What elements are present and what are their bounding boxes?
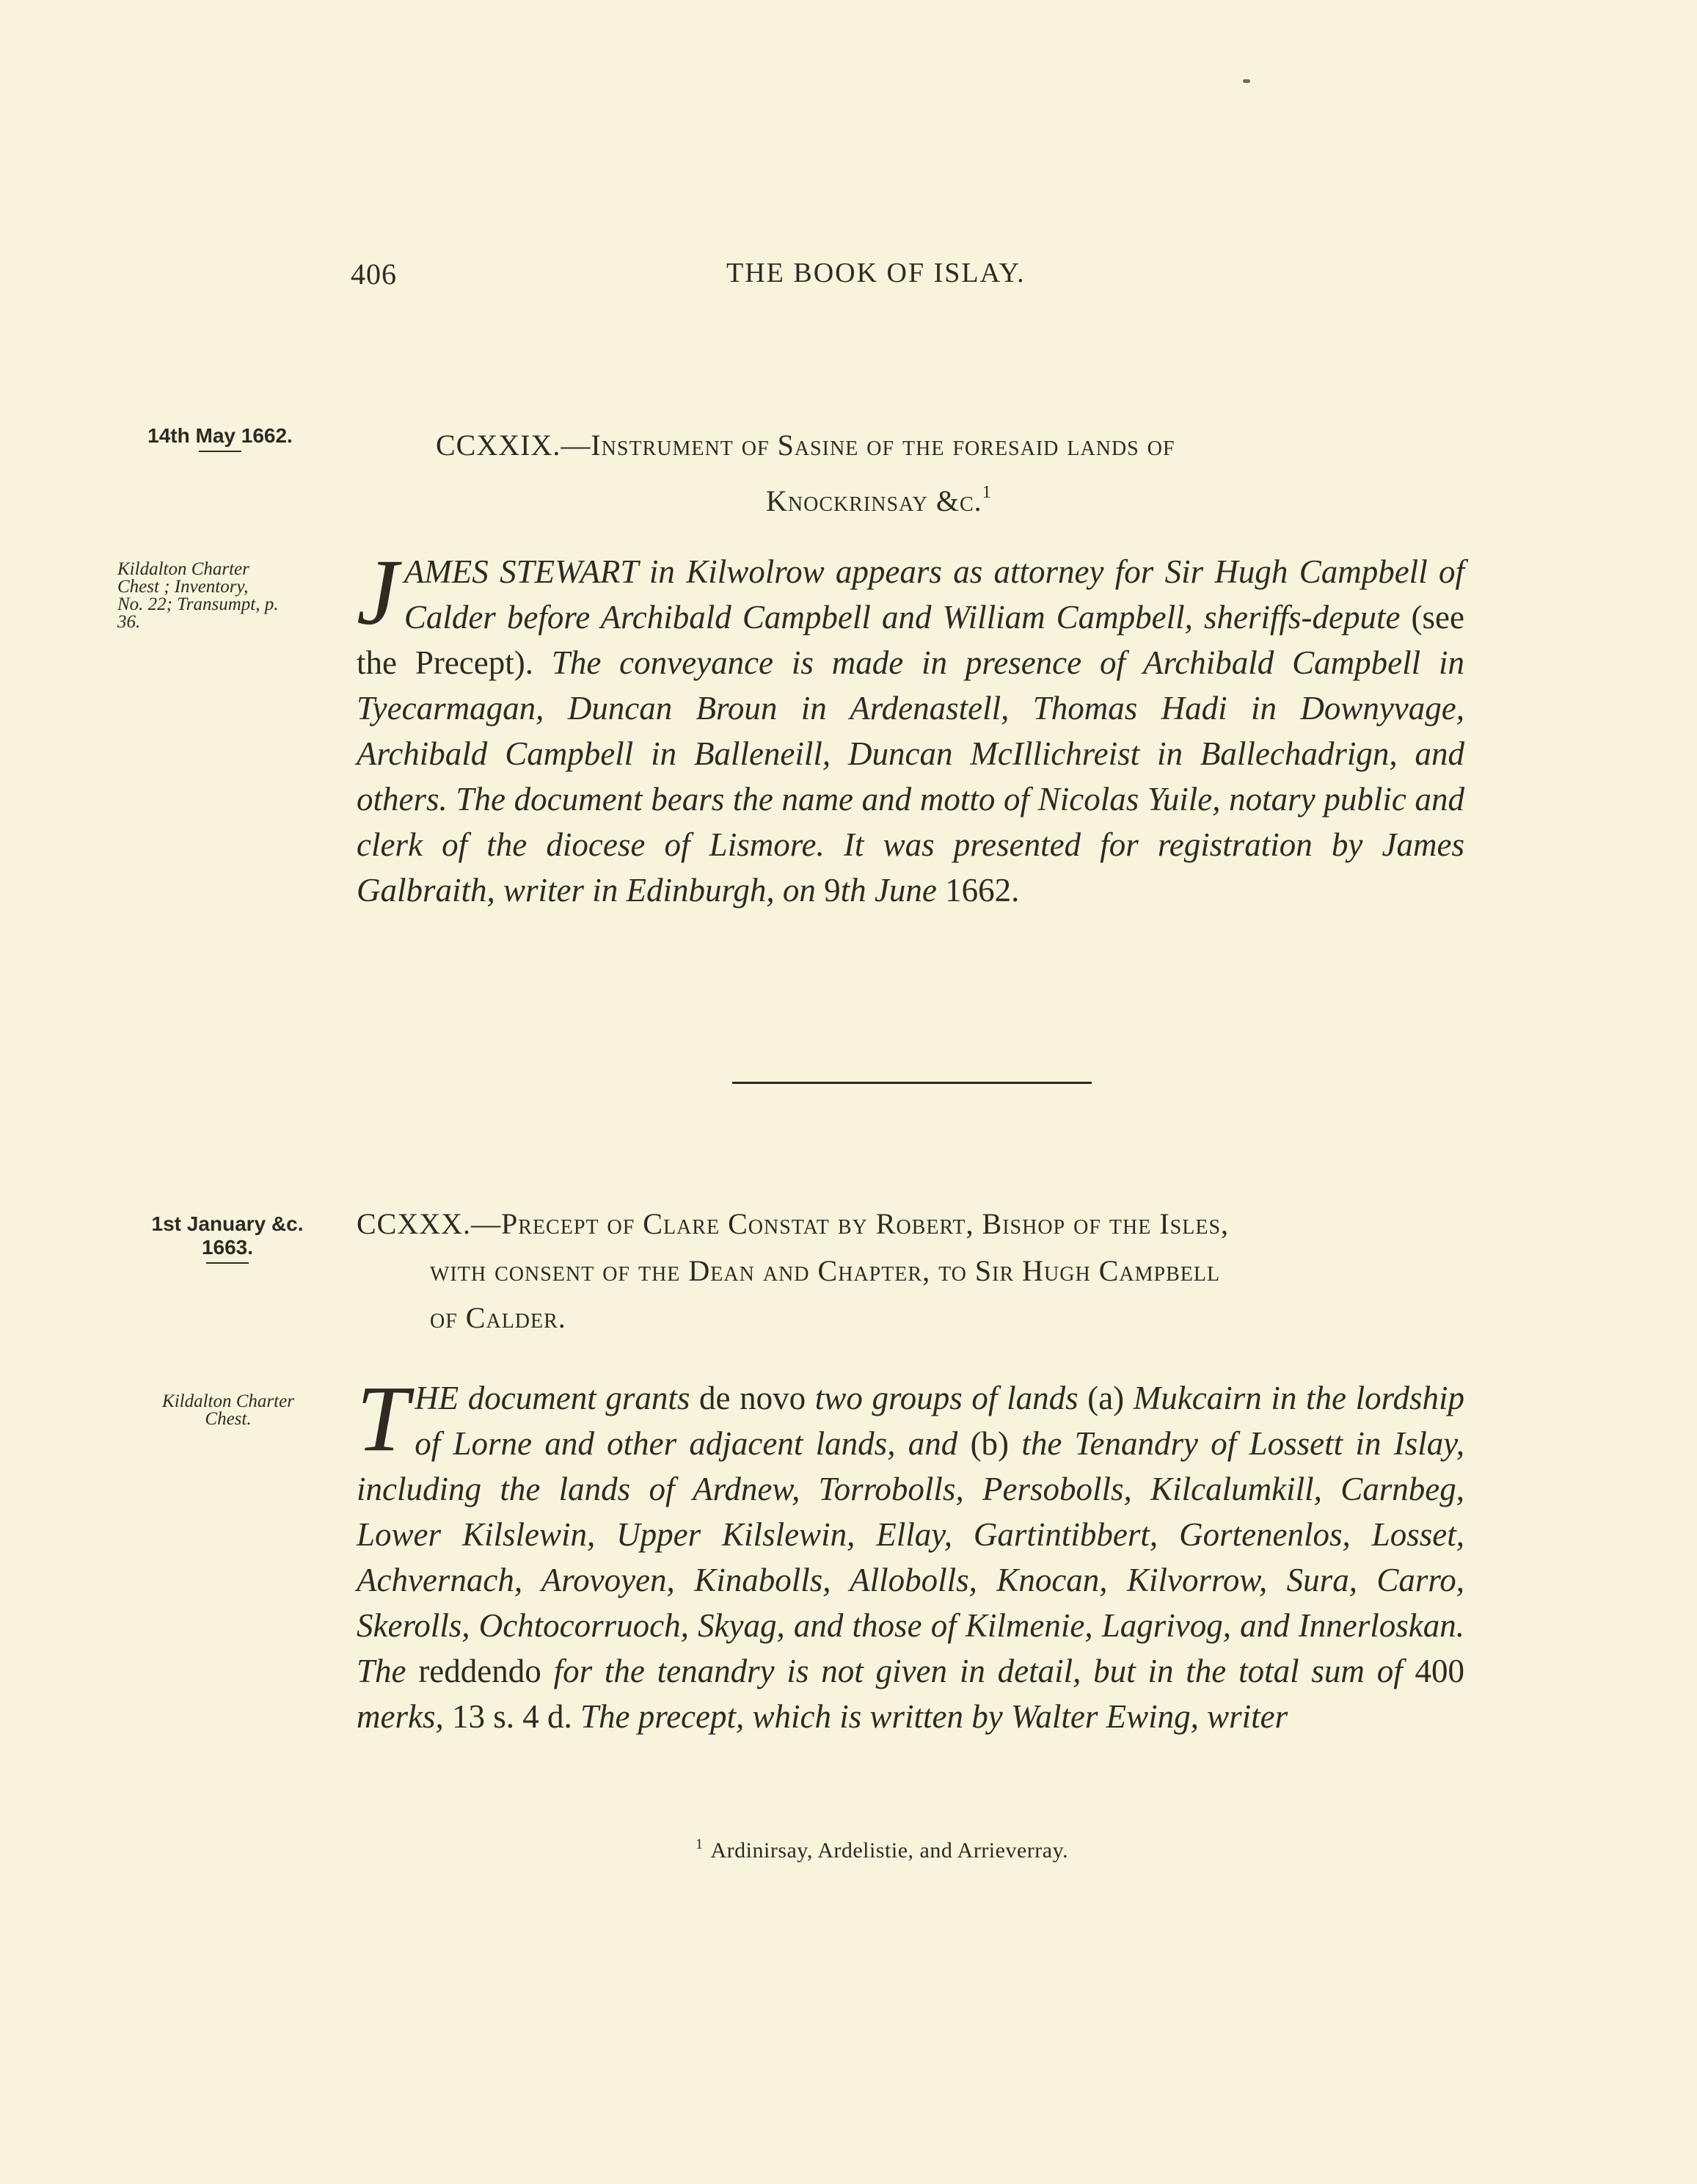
margin-source-line: No. 22; Transumpt, p. (117, 594, 279, 614)
heading-numeral: CCXXX. (357, 1207, 472, 1240)
running-title: THE BOOK OF ISLAY. (726, 258, 1026, 288)
heading-line (436, 469, 1478, 525)
heading-title-cont: of Calder. (430, 1301, 566, 1334)
heading-ccxxx (357, 1201, 1479, 1342)
body-text-roman: (a) (1087, 1380, 1134, 1416)
margin-date-text: 1st January &c. (151, 1212, 304, 1235)
body-text-roman: 9 (824, 872, 841, 909)
footnote-reference: 1 (982, 483, 992, 502)
body-text-segment: Mukcairn in the lordship of Lorne and other adjacent lands, and (415, 1380, 1464, 1462)
body-text-segment: two groups of lands (814, 1380, 1088, 1416)
body-text-roman: 13 s. 4 d. (451, 1698, 580, 1735)
margin-source-line: Kildalton Charter (162, 1391, 294, 1411)
body-ccxxx (357, 1366, 1465, 1739)
margin-source-ccxxx (129, 1393, 327, 1428)
heading-line (436, 422, 1478, 469)
page-number: 406 (351, 258, 397, 291)
footnote (696, 1836, 1068, 1863)
body-text-segment: th June (840, 872, 946, 909)
margin-date-text: 14th May 1662. (147, 424, 293, 447)
margin-date-ccxxx (117, 1212, 337, 1264)
body-text-roman: reddendo (418, 1653, 554, 1689)
body-ccxxix (357, 540, 1464, 913)
margin-source-line: Kildalton Charter (117, 559, 249, 579)
body-text-roman: de novo (699, 1380, 815, 1416)
heading-line (357, 1201, 1479, 1248)
body-text-segment: The conveyance is made in presence of Archibald Campbell in Tyecarmagan, Duncan Broun in Ardenastell, Thomas Hadi in Downyvage, Archibald Campbell in Balleneill, Duncan McIllichreist in Ballechadrign, and others. The document bears the name and motto of Nicolas Yuile, notary public and clerk of the diocese of Lismore. It was presented for registration by James Galbraith, writer in Edinburgh, on (357, 644, 1464, 909)
margin-source-line: Chest. (205, 1409, 252, 1429)
footnote-text: Ardinirsay, Ardelistie, and Arrieverray. (710, 1838, 1069, 1863)
body-text-segment: AMES STEWART in Kilwolrow appears as attorney for Sir Hugh Campbell of Calder before Archibald Campbell and William Campbell, sheriffs-depute (404, 553, 1464, 636)
drop-cap: J (357, 540, 398, 644)
heading-title-cont: Knockrinsay &c. (766, 484, 982, 517)
margin-source-line: 36. (117, 612, 141, 632)
drop-cap: T (357, 1366, 409, 1471)
body-text-segment: for the tenandry is not given in detail, but in the total sum of (553, 1653, 1415, 1689)
heading-numeral: CCXXIX. (436, 429, 561, 462)
margin-source-ccxxix (117, 561, 337, 631)
footnote-mark: 1 (696, 1836, 704, 1852)
margin-rule (199, 451, 241, 452)
body-text-segment: HE document grants (415, 1380, 700, 1416)
body-text-segment: merks, (357, 1698, 452, 1735)
margin-source-line: Chest ; Inventory, (117, 577, 249, 597)
body-text-segment: the Tenandry of Lossett in Islay, including the lands of Ardnew, Torrobolls, Persobolls, Kilcalumkill, Carnbeg, Lower Kilslewin, Upper Kilslewin, Ellay, Gartintibbert, Gortenenlos, Losset, Achvernach, Arovoyen, Kinabolls, Allobolls, Knocan, Kilvorrow, Sura, Carro, Skerolls, Ochtocorruoch, Skyag, and those of Kilmenie, Lagrivog, and Innerloskan. The (357, 1425, 1464, 1689)
heading-title-cont: with consent of the Dean and Chapter, to Sir Hugh Campbell (430, 1254, 1221, 1287)
body-text-segment: The precept, which is written by Walter Ewing, writer (580, 1698, 1288, 1735)
body-text-roman: 1662. (945, 872, 1020, 909)
body-text-roman: (see the Precept). (357, 599, 1464, 681)
body-text-roman: 400 (1415, 1653, 1465, 1689)
heading-ccxxix (436, 422, 1478, 525)
paper-speck (1243, 79, 1250, 83)
margin-rule (206, 1262, 249, 1264)
heading-title: —Precept of Clare Constat by Robert, Bishop of the Isles, (471, 1207, 1230, 1240)
margin-date-ccxxix (123, 424, 317, 452)
section-divider (732, 1082, 1092, 1084)
margin-date-year: 1663. (201, 1236, 254, 1259)
body-text-roman: (b) (970, 1425, 1022, 1462)
heading-title: —Instrument of Sasine of the foresaid lands of (561, 429, 1175, 462)
